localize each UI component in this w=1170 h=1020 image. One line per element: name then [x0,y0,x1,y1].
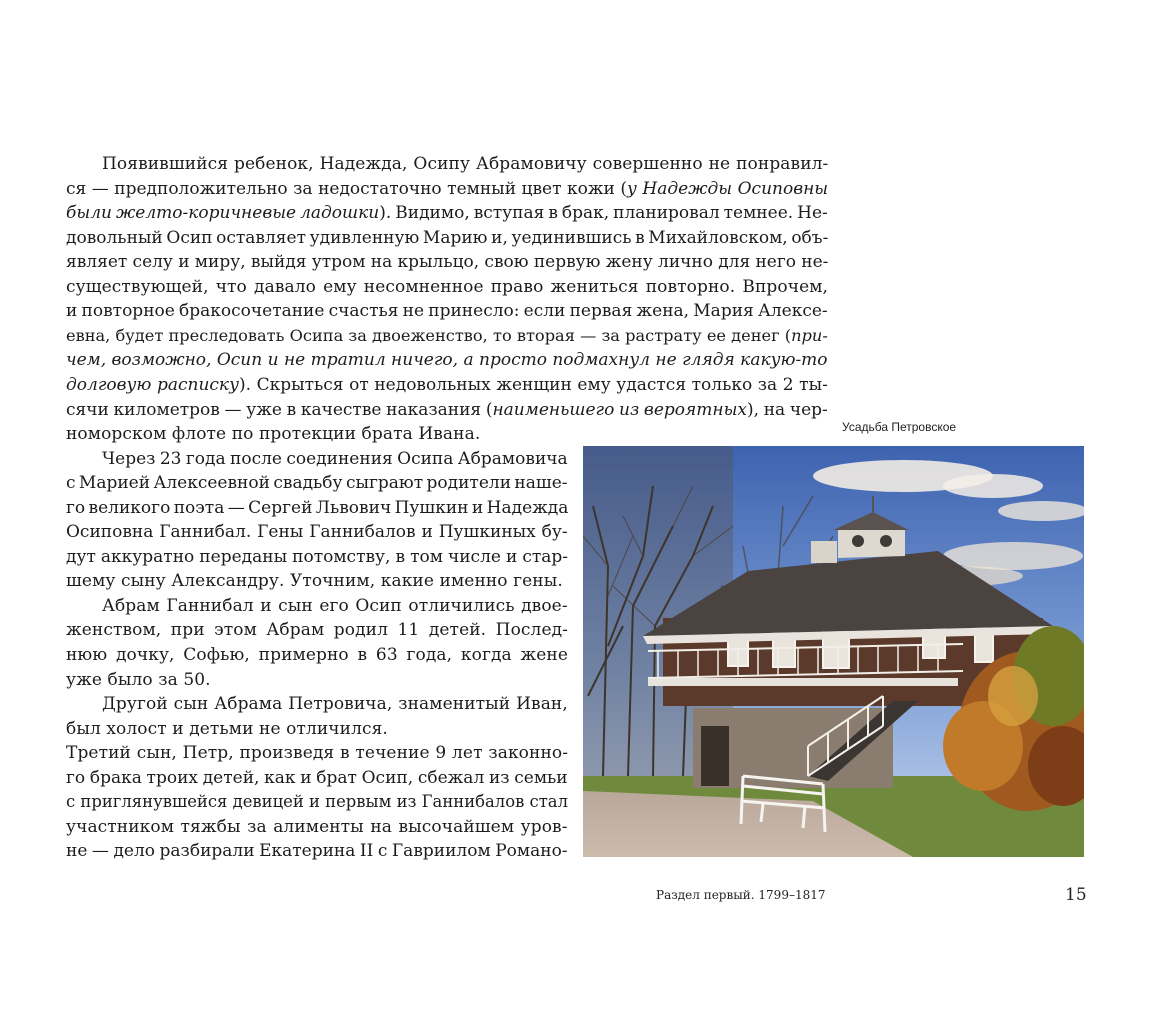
text-span: Другой сын Абрама Петровича, знаменитый Иван, [102,694,568,715]
text-line [66,520,568,544]
text-span: Абрам Ганнибал и сын его Осип отличились двое- [102,595,568,616]
text-line [66,717,388,741]
text-span: существующей, что давало ему несомненное право жениться повторно. Впрочем, [66,276,829,297]
text-line [66,766,568,790]
text-span: го великого поэта — Сергей Львович Пушкин и Надежда [66,497,569,518]
text-span: евна, будет преследовать Осипа за двоеженство, то вторая — за растрату ее денег ( [66,325,792,345]
italic-text: были желто-коричневые ладошки [66,203,380,224]
text-span: го брака троих детей, как и брат Осип, сбежал из семьи [66,767,568,788]
text-line [66,348,828,372]
page-number: 15 [1065,885,1087,905]
text-line [66,250,828,274]
text-line [66,373,828,397]
photo-caption: Усадьба Петровское [842,420,957,434]
text-span: шему сыну Александру. Уточним, какие именно гены. [66,571,563,592]
text-span: являет селу и миру, выйдя утром на крыльцо, свою первую жену лично для него не- [66,252,829,273]
running-footer-section: Раздел первый. 1799–1817 [656,888,826,902]
italic-text: при- [791,325,828,345]
text-line [102,447,568,471]
text-line [66,201,828,225]
text-line [102,152,828,176]
italic-text: у Надежды Осиповны [627,178,829,199]
text-span: с Марией Алексеевной свадьбу сыграют родители наше- [66,473,568,494]
italic-text: чем, возможно, Осип и не тратил ничего, а просто подмахнул не глядя какую-то [66,350,828,371]
text-line [66,398,828,422]
text-line [102,692,568,716]
text-line [66,299,828,323]
text-span: был холост и детьми не отличился. [66,718,388,739]
text-span: ). Видимо, вступая в брак, планировал темнее. Не- [379,203,828,224]
text-line [66,790,568,814]
text-span: ся — предположительно за недостаточно темный цвет кожи ( [66,178,627,199]
text-line [66,324,828,348]
text-span: женством, при этом Абрам родил 11 детей. Послед- [66,620,569,641]
text-line [66,275,828,299]
text-line [66,545,568,569]
text-span: Через 23 года после соединения Осипа Абрамовича [102,448,568,469]
text-span: номорском флоте по протекции брата Ивана. [66,424,481,445]
text-line [66,668,211,692]
text-line [66,422,480,446]
text-span: и повторное бракосочетание счастья не принесло: если первая жена, Мария Алексе- [66,301,828,322]
text-span: сячи километров — уже в качестве наказания ( [66,399,493,420]
text-span: Осиповна Ганнибал. Гены Ганнибалов и Пушкиных бу- [66,522,568,543]
text-line [66,569,563,593]
text-span: Третий сын, Петр, произведя в течение 9 лет законно- [66,743,569,764]
text-line [66,177,828,201]
italic-text: долговую расписку [66,374,239,395]
estate-photo [583,446,1084,857]
text-span: нюю дочку, Софью, примерно в 63 года, когда жене [66,645,569,665]
text-line [66,618,568,642]
text-span: довольный Осип оставляет удивленную Марию и, уединившись в Михайловском, объ- [66,227,829,248]
text-span: ). Скрыться от недовольных женщин ему удастся только за 2 ты- [238,374,828,395]
text-line [66,471,568,495]
text-span: дут аккуратно переданы потомству, в том числе и стар- [66,546,569,567]
text-line [66,815,568,839]
text-span: Появившийся ребенок, Надежда, Осипу Абрамовичу совершенно не понравил- [102,154,829,174]
text-line [66,741,568,765]
text-line [66,226,828,250]
text-line [66,496,568,520]
text-span: с приглянувшейся девицей и первым из Ганнибалов стал [66,792,569,812]
text-line [66,839,568,863]
text-span: уже было за 50. [66,669,211,690]
text-line [102,594,568,618]
italic-text: наименьшего из вероятных [492,399,748,420]
text-span: ), на чер- [747,399,828,420]
text-span: не — дело разбирали Екатерина II с Гавриилом Романо- [66,841,568,862]
text-span: участником тяжбы за алименты на высочайшем уров- [66,816,568,837]
text-line [66,643,568,667]
